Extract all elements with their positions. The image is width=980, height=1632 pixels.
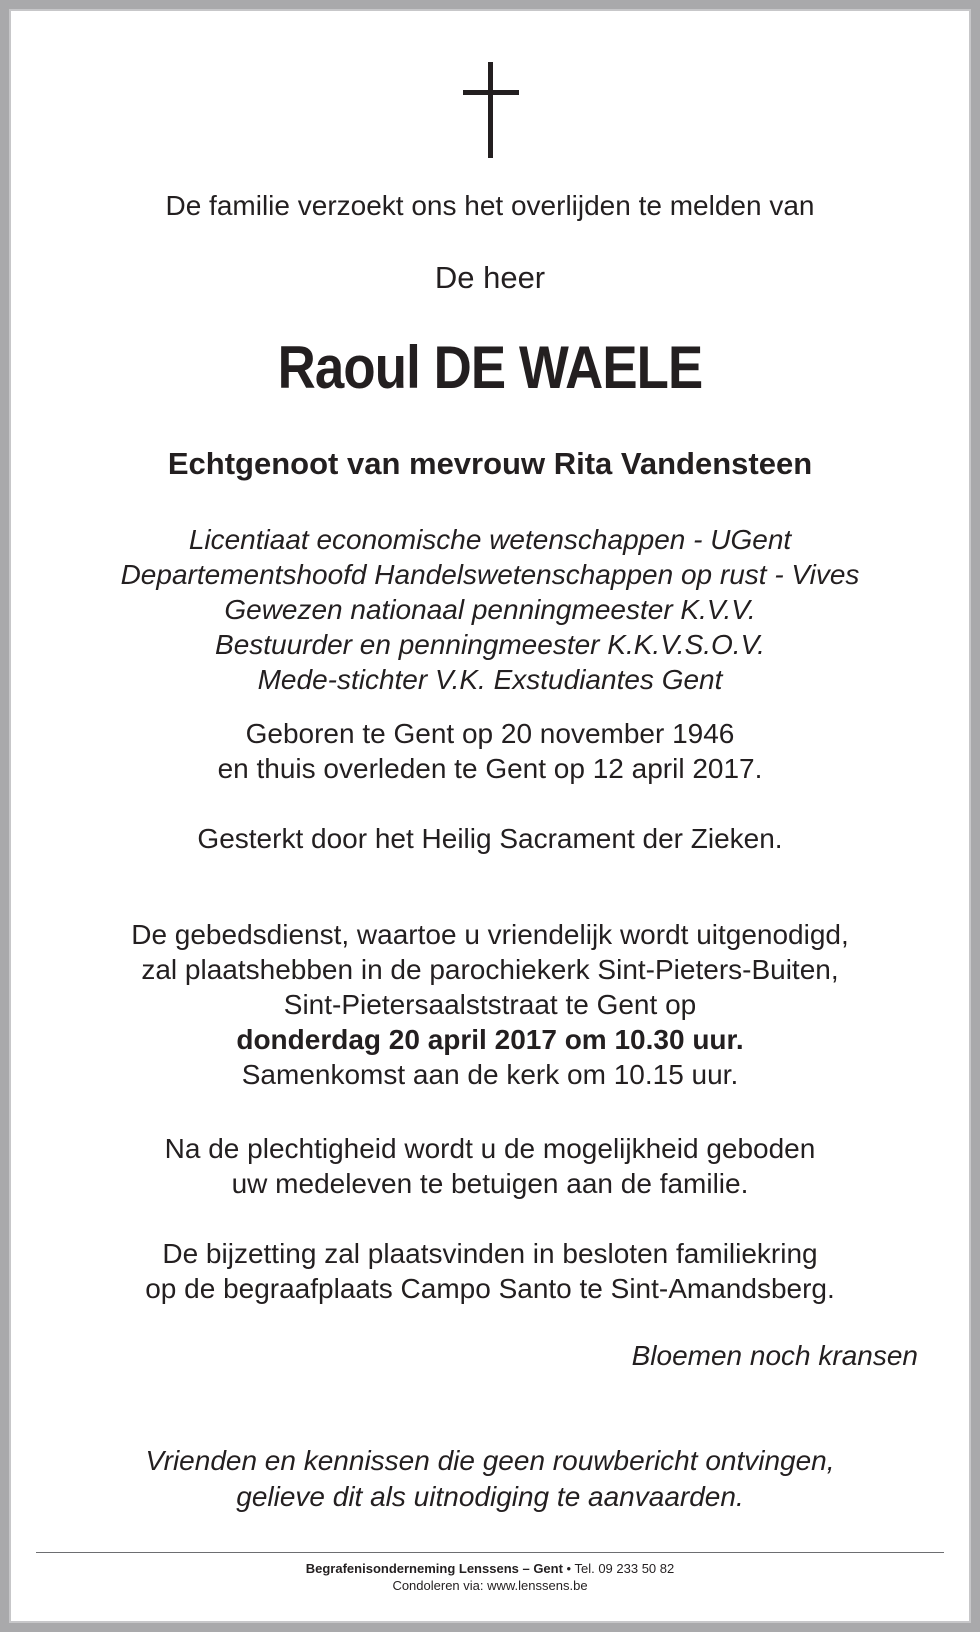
title-line: Departementshoofd Handelswetenschappen op rust - Vives (120, 559, 860, 590)
service-line: zal plaatshebben in de parochiekerk Sint-Pieters-Buiten, (141, 954, 839, 985)
deceased-name: Raoul DE WAELE (277, 334, 703, 401)
company-phone: • Tel. 09 233 50 82 (562, 1561, 675, 1576)
burial-block (0, 1236, 980, 1306)
title-line: Mede-stichter V.K. Exstudiantes Gent (257, 664, 723, 695)
spouse-line: Echtgenoot van mevrouw Rita Vandensteen (167, 446, 813, 481)
burial-line: op de begraafplaats Campo Santo te Sint-Amandsberg. (145, 1273, 835, 1304)
title-line: Licentiaat economische wetenschappen - UGent (188, 524, 792, 555)
title-line: Gewezen nationaal penningmeester K.V.V. (224, 594, 756, 625)
notice-inner-border (9, 9, 971, 1623)
flowers-note: Bloemen noch kransen (631, 1340, 918, 1371)
service-line: De gebedsdienst, waartoe u vriendelijk wordt uitgenodigd, (131, 919, 849, 950)
titles-block (0, 522, 980, 697)
footer-divider (36, 1552, 944, 1553)
birth-line: Geboren te Gent op 20 november 1946 (245, 718, 735, 749)
closing-line: gelieve dit als uitnodiging te aanvaarden. (236, 1481, 744, 1512)
service-line: Sint-Pietersaalststraat te Gent op (283, 989, 697, 1020)
death-line: en thuis overleden te Gent op 12 april 2017. (217, 753, 763, 784)
closing-line: Vrienden en kennissen die geen rouwbericht ontvingen, (145, 1445, 835, 1476)
salutation: De heer (434, 260, 546, 295)
sacrament-line: Gesterkt door het Heilig Sacrament der Zieken. (197, 823, 783, 854)
burial-line: De bijzetting zal plaatsvinden in besloten familiekring (162, 1238, 818, 1269)
after-ceremony-block (0, 1131, 980, 1201)
after-ceremony-line: uw medeleven te betuigen aan de familie. (231, 1168, 749, 1199)
funeral-company: Begrafenisonderneming Lenssens – Gent (305, 1561, 563, 1576)
condolences-link[interactable]: Condoleren via: www.lenssens.be (392, 1578, 588, 1593)
service-gathering: Samenkomst aan de kerk om 10.15 uur. (241, 1059, 739, 1090)
birth-death-block (0, 716, 980, 786)
service-datetime: donderdag 20 april 2017 om 10.30 uur. (236, 1024, 744, 1055)
title-line: Bestuurder en penningmeester K.K.V.S.O.V. (215, 629, 765, 660)
service-block (0, 917, 980, 1092)
footer-company-line (0, 1561, 980, 1576)
intro-text: De familie verzoekt ons het overlijden te melden van (165, 190, 815, 221)
after-ceremony-line: Na de plechtigheid wordt u de mogelijkheid geboden (164, 1133, 816, 1164)
cross-icon (463, 62, 519, 158)
closing-block (0, 1443, 980, 1515)
